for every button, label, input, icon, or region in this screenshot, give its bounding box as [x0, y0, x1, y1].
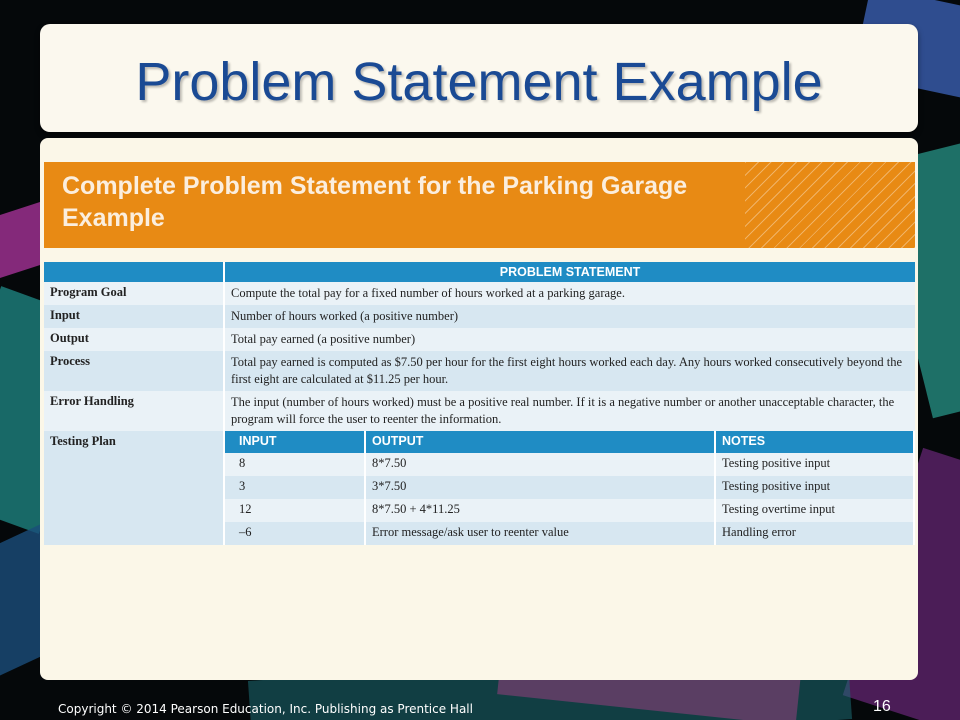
column-header: INPUT [225, 431, 365, 453]
testing-plan-row [44, 431, 915, 545]
table-row [44, 305, 915, 328]
row-text: Total pay earned (a positive number) [224, 328, 915, 351]
copyright-footer: Copyright © 2014 Pearson Education, Inc. Publishing as Prentice Hall [58, 702, 473, 716]
slide-title: Problem Statement Example [135, 52, 823, 112]
hatch-decoration [745, 162, 915, 248]
row-label: Testing Plan [44, 431, 224, 545]
column-header: NOTES [715, 431, 914, 453]
notes-cell: Testing positive input [715, 476, 914, 499]
problem-statement-header: PROBLEM STATEMENT [224, 262, 915, 282]
row-text: The input (number of hours worked) must be a positive real number. If it is a negative number or another unacceptable character, the program will force the user to reenter the information. [224, 391, 915, 431]
notes-cell: Testing positive input [715, 453, 914, 476]
header-blank-cell [44, 262, 224, 282]
row-text: Total pay earned is computed as $7.50 per hour for the first eight hours worked each day. Any hours worked consecutively beyond the first eight are calculated at $11.25 per hour. [224, 351, 915, 391]
table-row [225, 499, 914, 522]
figure-title: Complete Problem Statement for the Parking Garage Example [62, 172, 688, 232]
testing-plan-header-row [225, 431, 914, 453]
notes-cell: Testing overtime input [715, 499, 914, 522]
output-cell: Error message/ask user to reenter value [365, 522, 715, 545]
figure-header [44, 162, 915, 248]
row-label: Program Goal [44, 282, 224, 305]
table-row [44, 391, 915, 431]
table-header-row [44, 262, 915, 282]
testing-plan-cell [224, 431, 915, 545]
row-label: Error Handling [44, 391, 224, 431]
page-number: 16 [873, 698, 891, 715]
row-text: Compute the total pay for a fixed number of hours worked at a parking garage. [224, 282, 915, 305]
notes-cell: Handling error [715, 522, 914, 545]
input-cell: 3 [225, 476, 365, 499]
output-cell: 8*7.50 [365, 453, 715, 476]
row-label: Input [44, 305, 224, 328]
row-text: Number of hours worked (a positive number) [224, 305, 915, 328]
input-cell: –6 [225, 522, 365, 545]
table-row [44, 351, 915, 391]
column-header: OUTPUT [365, 431, 715, 453]
table-row [44, 282, 915, 305]
input-cell: 8 [225, 453, 365, 476]
table-row [225, 522, 914, 545]
testing-plan-table [225, 431, 915, 545]
table-row [44, 328, 915, 351]
row-label: Process [44, 351, 224, 391]
input-cell: 12 [225, 499, 365, 522]
output-cell: 8*7.50 + 4*11.25 [365, 499, 715, 522]
table-row [225, 476, 914, 499]
title-panel [40, 24, 918, 132]
problem-statement-table [44, 262, 915, 545]
row-label: Output [44, 328, 224, 351]
output-cell: 3*7.50 [365, 476, 715, 499]
table-row [225, 453, 914, 476]
